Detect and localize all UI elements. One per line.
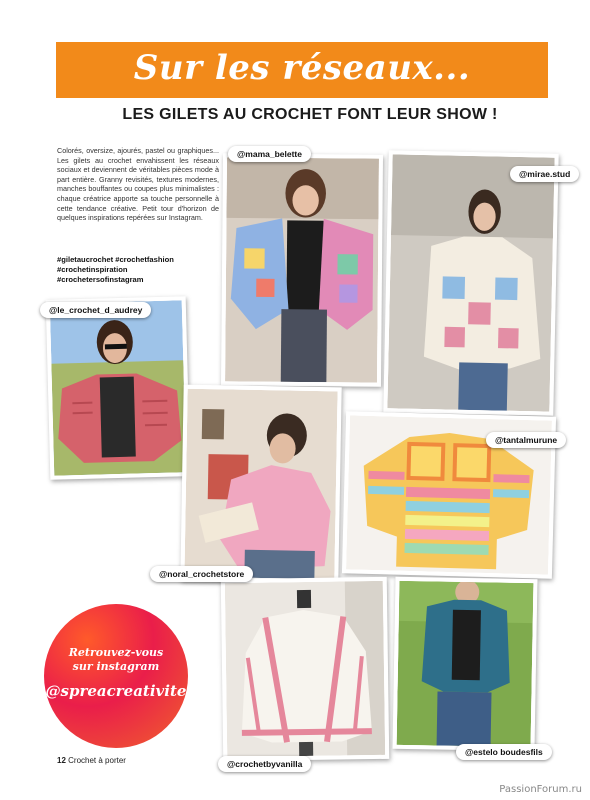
promo-line: Retrouvez-vous — [68, 646, 164, 659]
watermark: PassionForum.ru — [499, 784, 582, 795]
hashtag-line: #crochetersofinstagram — [57, 275, 144, 284]
intro-paragraph: Colorés, oversize, ajourés, pastel ou graphiques... Les gilets au crochet envahissent les réseaux sociaux et deviennent de véritables pièces mode à part entière. Granny revisités, textures modernes, manches bouffantes ou coupes plus minimalistes : chaque créatrice apporte sa touche personnelle à cette tendance créative. Petit tour d'horizon de quelques inspirations repérées sur Instagram. — [57, 146, 219, 223]
instagram-handle-label: @le_crochet_d_audrey — [40, 302, 151, 318]
hashtag-list — [57, 255, 227, 285]
photo-mirae-stud — [383, 150, 558, 416]
instagram-promo-badge — [44, 604, 188, 748]
article-headline: LES GILETS AU CROCHET FONT LEUR SHOW ! — [122, 106, 498, 123]
instagram-handle-label: @tantalmurune — [486, 432, 566, 448]
instagram-handle-label: @crochetbyvanilla — [218, 756, 311, 772]
magazine-name: Crochet à porter — [68, 756, 126, 765]
photo-estelo-boudesfils — [393, 577, 538, 751]
section-banner — [56, 42, 548, 98]
photo-crochetbyvanilla — [221, 577, 390, 761]
promo-account: @spreacreativite — [45, 682, 187, 700]
photo-le-crochet-d-audrey — [46, 296, 191, 480]
instagram-handle-label: @mama_belette — [228, 146, 311, 162]
page-number: 12 — [57, 756, 66, 765]
banner-title: Sur les réseaux... — [133, 48, 471, 88]
photo-noral-crochetstore — [180, 385, 341, 584]
page-footer — [57, 756, 126, 765]
hashtag-line: #giletaucrochet #crochetfashion — [57, 255, 174, 264]
instagram-handle-label: @noral_crochetstore — [150, 566, 253, 582]
instagram-handle-label: @estelo boudesfils — [456, 744, 552, 760]
hashtag-line: #crochetinspiration — [57, 265, 128, 274]
promo-line: sur instagram — [72, 660, 160, 673]
instagram-handle-label: @mirae.stud — [510, 166, 579, 182]
photo-mama-belette — [221, 153, 383, 386]
